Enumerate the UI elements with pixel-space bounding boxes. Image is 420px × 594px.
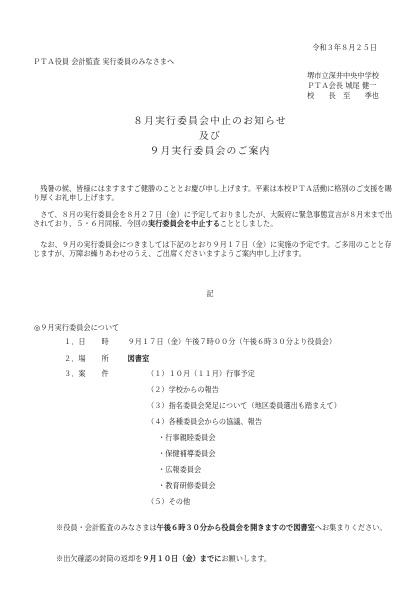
committee-item: ・広報委員会 xyxy=(158,465,202,474)
document-date: 令和３年８月２５日 xyxy=(312,43,377,52)
paragraph-2-text: さて、８月の実行委員会を８月２７日（金）に予定しておりましたが、大阪府に緊急事態宣言が８月末まで出されており、５・６月同様、今回の xyxy=(33,210,393,228)
sender-block xyxy=(307,71,379,101)
sender-school: 堺市立深井中央中学校 xyxy=(307,71,379,80)
greeting-paragraph xyxy=(33,184,395,202)
agenda-item-4: （４）各種委員会からの協議、報告 xyxy=(147,417,263,426)
item-value: ９月１７日（金）午後７時００分（午後６時３０分より役員会） xyxy=(127,337,337,346)
agenda-item-1: （１）１０月（１１月）行事予定 xyxy=(147,369,255,378)
cancellation-paragraph xyxy=(33,210,395,228)
paragraph-3: なお、９月の実行委員会につきましては下記のとおり９月１７日（金）に実施の予定です。ご多用のことと存じますが、万障お繰りあわせのうえ、ご出席くださいますようご案内申し上げます。 xyxy=(33,240,392,258)
sender-pta-chair: ＰＴＡ会長 城尾 健一 xyxy=(307,81,377,90)
paragraph-2-emphasis: 実行委員会を中止する xyxy=(148,219,220,228)
agenda-item-2: （２）学校からの報告 xyxy=(147,385,219,394)
agenda-item-5: （５）その他 xyxy=(147,497,191,506)
agenda-item-3: （３）指名委員会発足について（地区委員選出も踏まえて） xyxy=(147,401,341,410)
item-label: 場 所 xyxy=(78,354,110,363)
item-place: ２．場 所 図書室 xyxy=(64,354,150,363)
item-agenda: ３．案 件 xyxy=(64,369,120,378)
item-datetime: １．日 時 ９月１７日（金）午後７時００分（午後６時３０分より役員会） xyxy=(64,337,337,346)
footnote-officers: ※役員・会計監査のみなさまは午後６時３０分から役員会を開きますので図書室へお集まりください。 xyxy=(56,523,387,532)
schedule-paragraph xyxy=(33,240,395,258)
paragraph-1: 残暑の候、皆様にはますますご健勝のこととお慶び申し上げます。平素は本校ＰＴＡ活動に格別のご支援を賜り厚くお礼申し上げます。 xyxy=(33,184,392,202)
title-line-3: ９月実行委員会のご案内 xyxy=(149,146,271,157)
addressee: ＰＴＡ役員 会計監査 実行委員のみなさまへ xyxy=(33,57,175,66)
title-line-1: ８月実行委員会中止のお知らせ xyxy=(133,116,287,127)
committee-item: ・行事親睦委員会 xyxy=(158,433,216,442)
item-value: 図書室 xyxy=(127,354,150,363)
note-mark: 記 xyxy=(206,289,214,298)
title-line-2: 及び xyxy=(199,131,221,142)
committee-item: ・保健補導委員会 xyxy=(158,449,216,458)
sender-principal: 校 長 至 季也 xyxy=(307,91,379,100)
item-label: 案 件 xyxy=(78,369,110,378)
paragraph-2-end: こととしました。 xyxy=(219,219,278,228)
section-title: ◎９月実行委員会について xyxy=(34,323,120,332)
committee-item: ・教育研修委員会 xyxy=(158,481,216,490)
item-label: 日 時 xyxy=(78,337,110,346)
footnote-attendance: ※出欠確認の封筒の返却を９月１０日（金）までにお願いします。 xyxy=(56,554,272,563)
